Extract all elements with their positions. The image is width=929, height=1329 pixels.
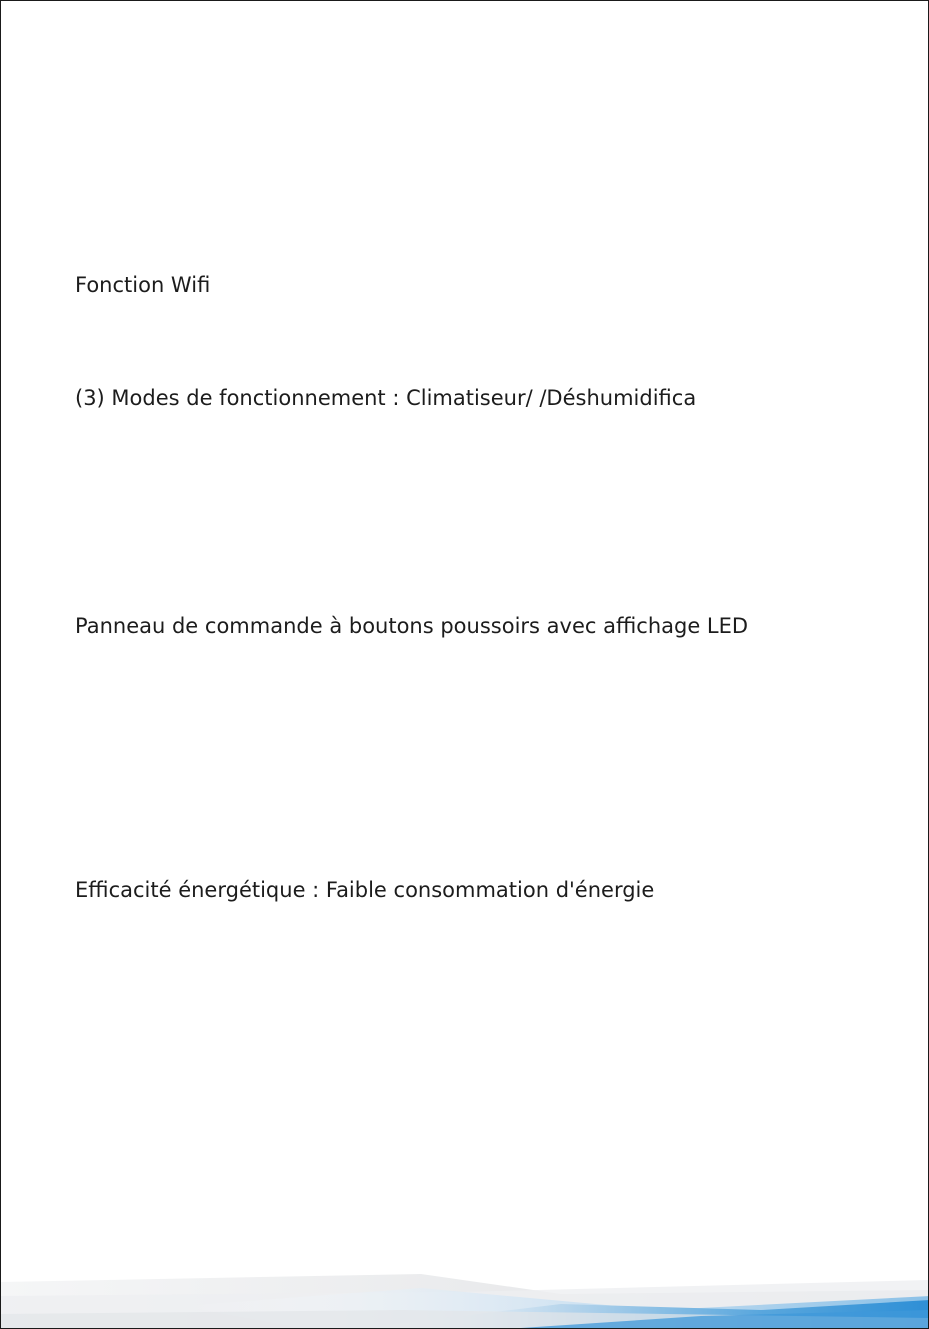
feature-energy-efficiency: Efficacité énergétique : Faible consommation d'énergie: [75, 878, 655, 902]
feature-operating-modes: (3) Modes de fonctionnement : Climatiseur/ /Déshumidifica: [75, 386, 697, 410]
footer-decorative-band: [1, 1266, 929, 1328]
feature-wifi: Fonction Wifi: [75, 273, 211, 297]
footer-wave-graphic: [1, 1266, 929, 1328]
feature-control-panel: Panneau de commande à boutons poussoirs avec affichage LED: [75, 614, 749, 638]
